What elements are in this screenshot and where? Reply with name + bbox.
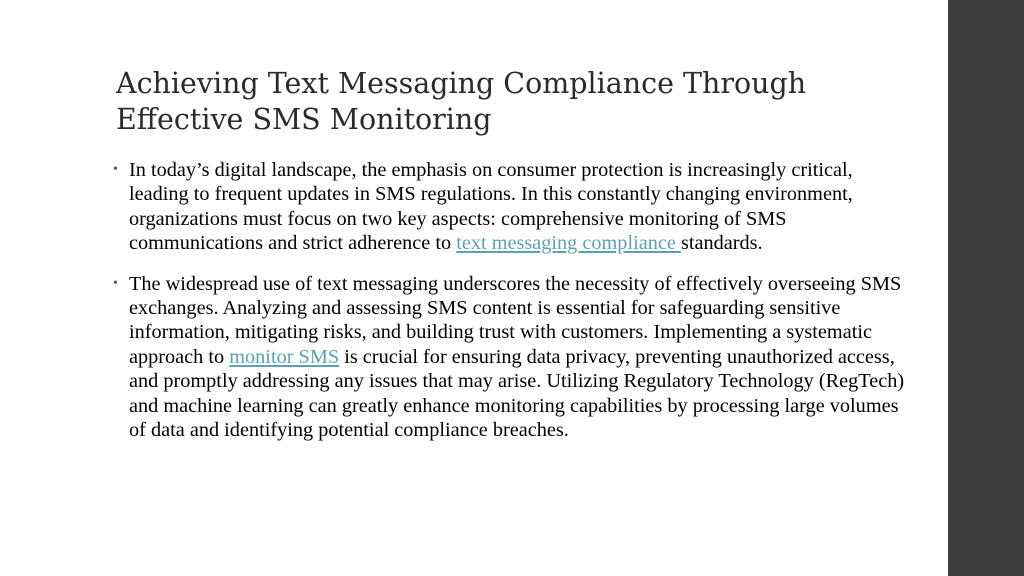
slide-title-line-2: Effective SMS Monitoring	[116, 103, 492, 136]
bullet-item	[113, 272, 913, 443]
text-messaging-compliance-link[interactable]: text messaging compliance	[456, 232, 681, 255]
slide-title-line-1: Achieving Text Messaging Compliance Through	[116, 67, 807, 100]
bullet-text: The widespread use of text messaging underscores the necessity of effectively overseeing SMS exchanges. Analyzing and assessing SMS content is essential for safeguarding sensitive information, mitigating risks, and building trust with customers. Implementing a systematic approach to	[129, 272, 902, 368]
bullet-text-end: standards.	[680, 232, 763, 255]
bullet-list	[113, 158, 913, 458]
monitor-sms-link[interactable]: monitor SMS	[229, 345, 340, 368]
bullet-text: In today’s digital landscape, the emphasis on consumer protection is increasingly critical, leading to frequent updates in SMS regulations. In this constantly changing environment, organizations must focus on two key aspects: comprehensive monitoring of SMS communications and strict adherence to	[129, 159, 853, 255]
bullet-dot-icon: •	[113, 275, 118, 291]
bullet-dot-icon: •	[113, 162, 118, 177]
bullet-item	[113, 158, 913, 256]
bullet-text-end: is crucial for ensuring data privacy, preventing unauthorized access, and promptly addressing any issues that may arise. Utilizing Regulatory Technology (RegTech) and machine learning can greatly enhance monitoring capabilities by processing large volumes of data and identifying potential compliance breaches.	[129, 345, 905, 442]
slide-title	[116, 66, 916, 138]
side-bar	[948, 0, 1024, 576]
